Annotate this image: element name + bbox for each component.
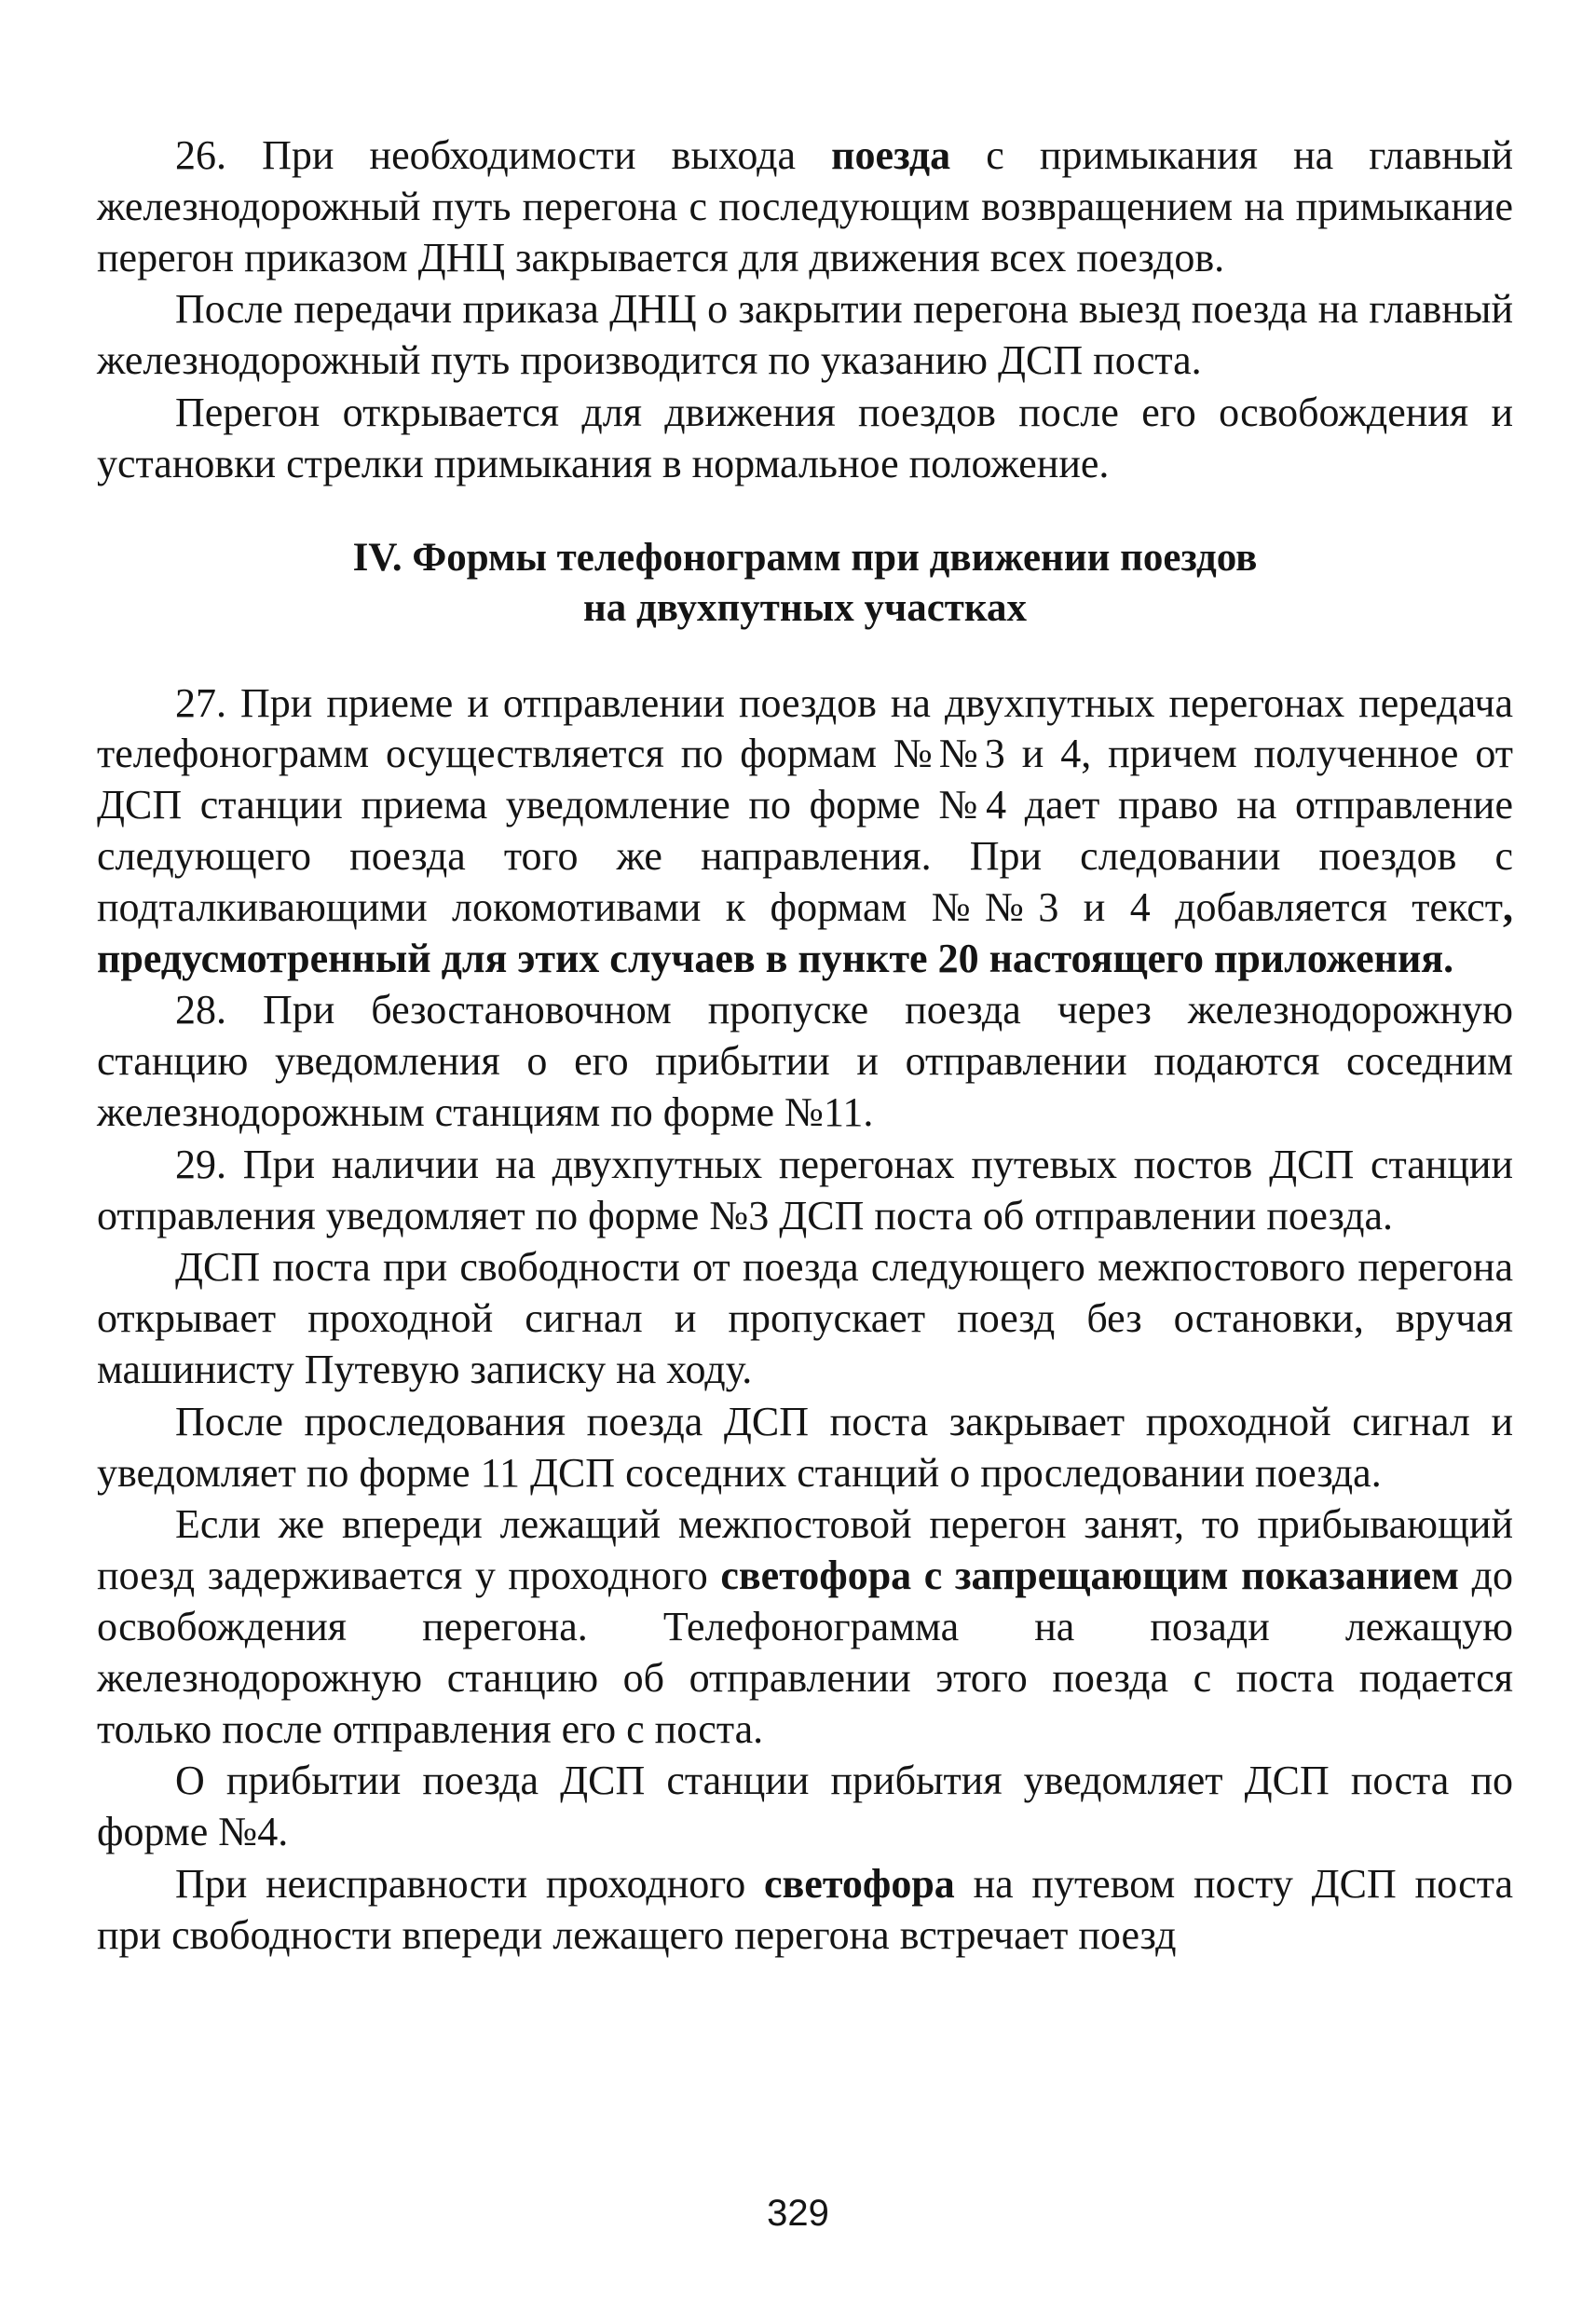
text-run: Перегон открывается для движения поездов после его освобождения и установки стрелки примыкания в нормальное положение. xyxy=(97,389,1513,486)
paragraph xyxy=(97,388,1513,490)
document-page xyxy=(97,130,1513,1962)
text-run: на путевом посту ДСП поста при свободности впереди лежащего перегона встречает поезд xyxy=(97,1860,1513,1958)
text-run: После проследования поезда ДСП поста закрывает проходной сигнал и уведомляет по форме 11 ДСП соседних станций о проследовании поезда. xyxy=(97,1398,1513,1496)
page-number: 329 xyxy=(767,2193,829,2234)
text-run: О прибытии поезда ДСП станции прибытия уведомляет ДСП поста по форме №4. xyxy=(97,1758,1513,1855)
text-run: После передачи приказа ДНЦ о закрытии перегона выезд поезда на главный железнодорожный путь производится по указанию ДСП поста. xyxy=(97,286,1513,384)
section-heading xyxy=(97,533,1513,634)
bold-text: , предусмотренный для этих случаев в пункте 20 настоящего приложения. xyxy=(97,883,1513,981)
top-paragraphs xyxy=(97,130,1513,490)
bold-text: светофора xyxy=(764,1860,955,1907)
paragraph xyxy=(97,1242,1513,1395)
text-run: Если же впереди лежащий межпостовой перегон занят, то прибывающий поезд задерживается у проходного xyxy=(97,1501,1513,1599)
text-run: 27. При приеме и отправлении поездов на двухпутных перегонах передача телефонограмм осуществляется по формам №№3 и 4, причем полученное от ДСП станции приема уведомление по форме №4 дает право на отправление следующего поезда того же направления. При следовании поездов с подталкивающими локомотивами к формам №№3 и 4 добавляется текст xyxy=(97,679,1513,930)
paragraph xyxy=(97,1756,1513,1858)
paragraph xyxy=(97,284,1513,387)
text-run: с примыкания на главный железнодорожный путь перегона с последующим возвращением на примыкание перегон приказом ДНЦ закрывается для движения всех поездов. xyxy=(97,132,1513,280)
text-run: ДСП поста при свободности от поезда следующего межпостового перегона открывает проходной сигнал и пропускает поезд без остановки, вручая машинисту Путевую записку на ходу. xyxy=(97,1244,1513,1392)
text-run: 26. При необходимости выхода xyxy=(175,132,832,178)
text-run: При неисправности проходного xyxy=(175,1860,765,1907)
paragraph xyxy=(97,1140,1513,1242)
text-run: 29. При наличии на двухпутных перегонах путевых постов ДСП станции отправления уведомляет по форме №3 ДСП поста об отправлении поезда. xyxy=(97,1141,1513,1238)
paragraph xyxy=(97,1499,1513,1755)
bold-text: светофора с запрещающим показанием xyxy=(720,1553,1460,1599)
paragraph xyxy=(97,678,1513,985)
bold-text: поезда xyxy=(831,132,951,178)
text-run: 28. При безостановочном пропуске поезда через железнодорожную станцию уведомления о его прибытии и отправлении подаются соседним железнодорожным станциям по форме №11. xyxy=(97,987,1513,1135)
paragraph xyxy=(97,1397,1513,1499)
bottom-paragraphs xyxy=(97,678,1513,1962)
paragraph xyxy=(97,1859,1513,1962)
section-heading-line-2: на двухпутных участках xyxy=(582,585,1028,630)
section-heading-line-1: IV. Формы телефонограмм при движении поездов xyxy=(352,535,1258,580)
text-run: до освобождения перегона. Телефонограмма на позади лежащую железнодорожную станцию об отправлении этого поезда с поста подается только после отправления его с поста. xyxy=(97,1553,1513,1752)
paragraph xyxy=(97,130,1513,283)
paragraph xyxy=(97,985,1513,1138)
